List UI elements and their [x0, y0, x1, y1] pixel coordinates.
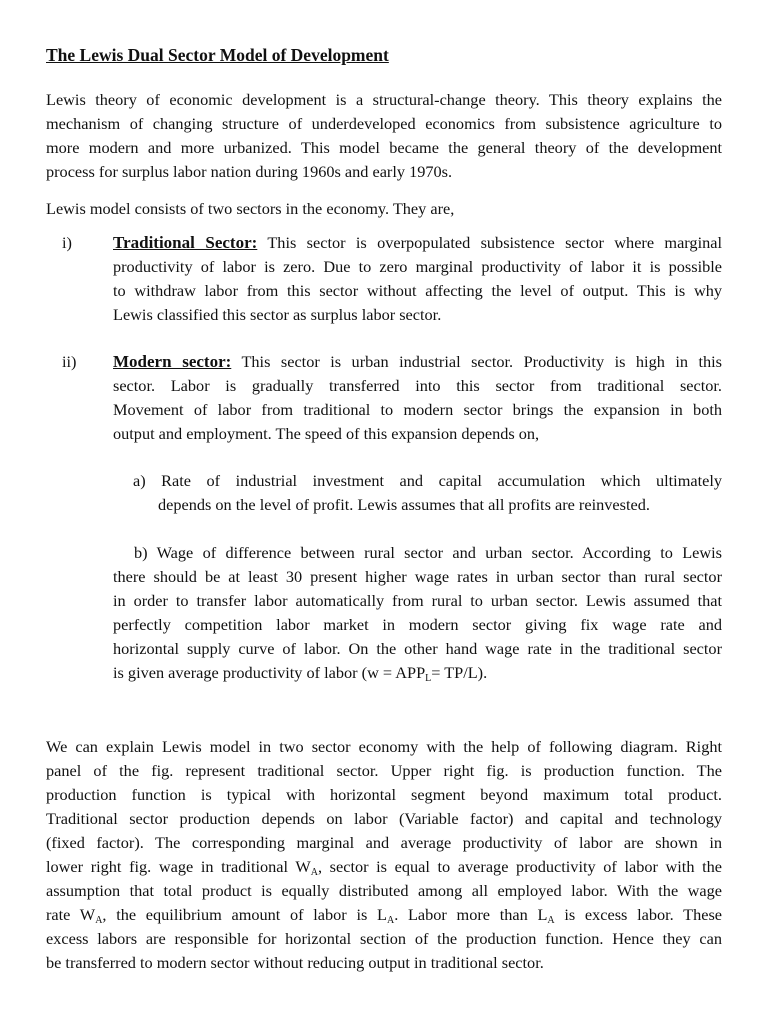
subscript: A	[310, 867, 318, 878]
text-run: (fixed factor). The corresponding marginal and average productivity of labor are shown in	[46, 833, 722, 852]
text-line	[113, 589, 722, 613]
text-run: This sector is urban industrial sector. Productivity is high in this	[231, 352, 722, 371]
text-line	[113, 613, 722, 637]
text-run: sector. Labor is gradually transferred into this sector from traditional sector.	[113, 376, 722, 395]
text-run: , sector is equal to average productivity of labor with the	[317, 857, 722, 876]
text-line	[46, 112, 722, 136]
text-run: mechanism of changing structure of underdeveloped economics from subsistence agriculture to	[46, 114, 722, 133]
text-line	[113, 637, 722, 661]
text-line	[113, 231, 722, 255]
intro-paragraph	[46, 88, 722, 184]
text-run: , the equilibrium amount of labor is L	[102, 905, 387, 924]
subscript: A	[386, 915, 395, 926]
text-run: be transferred to modern sector without reducing output in traditional sector.	[46, 953, 544, 972]
text-run: in order to transfer labor automatically from rural to urban sector. Lewis assumed that	[113, 591, 722, 610]
list-number-i: i)	[62, 233, 72, 252]
text-run: lower right fig. wage in traditional W	[46, 857, 311, 876]
text-line	[46, 88, 722, 112]
text-run: is excess labor. These	[554, 905, 723, 924]
text-line	[158, 493, 722, 517]
text-line	[134, 541, 722, 565]
modern-sector-item	[113, 350, 722, 446]
text-run: b) Wage of difference between rural sector and urban sector. According to Lewis	[134, 543, 722, 562]
text-run: there should be at least 30 present higher wage rates in urban sector than rural sector	[113, 567, 722, 586]
sectors-intro-paragraph	[46, 197, 722, 221]
text-line	[113, 374, 722, 398]
text-line	[46, 735, 722, 759]
text-run: process for surplus labor nation during 1960s and early 1970s.	[46, 162, 453, 181]
text-line	[113, 661, 722, 685]
text-line	[46, 197, 722, 221]
document-title: The Lewis Dual Sector Model of Development	[46, 45, 389, 65]
text-line	[46, 783, 722, 807]
text-run: assumption that total product is equally distributed among all employed labor. With the wage	[46, 881, 722, 900]
text-run: Lewis model consists of two sectors in the economy. They are,	[46, 199, 455, 218]
text-run: panel of the fig. represent traditional sector. Upper right fig. is production function. The	[46, 761, 722, 780]
text-line	[46, 136, 722, 160]
text-line	[46, 951, 722, 975]
text-line	[46, 831, 722, 855]
text-line	[113, 255, 722, 279]
item-heading: Modern sector:	[113, 352, 232, 371]
text-line	[113, 303, 722, 327]
text-run: a) Rate of industrial investment and capital accumulation which ultimately	[133, 471, 722, 490]
subscript: L	[425, 673, 432, 684]
text-run: excess labors are responsible for horizontal section of the production function. Hence they can	[46, 929, 722, 948]
subitem-a-rest	[158, 493, 722, 517]
text-run: Traditional sector production depends on labor (Variable factor) and capital and technology	[46, 809, 722, 828]
text-run: output and employment. The speed of this expansion depends on,	[113, 424, 540, 443]
text-run: perfectly competition labor market in modern sector giving fix wage rate and	[113, 615, 722, 634]
diagram-explanation-paragraph	[46, 735, 722, 975]
text-run: rate W	[46, 905, 96, 924]
text-line	[46, 160, 722, 184]
item-heading: Traditional Sector:	[113, 233, 258, 252]
subscript: A	[547, 915, 555, 926]
text-line	[46, 903, 722, 927]
text-run: = TP/L).	[431, 663, 488, 682]
text-line	[46, 759, 722, 783]
traditional-sector-item	[113, 231, 722, 327]
text-line	[113, 350, 722, 374]
text-run: We can explain Lewis model in two sector economy with the help of following diagram. Right	[46, 737, 722, 756]
text-line	[113, 565, 722, 589]
subitem-a-first-line	[133, 469, 722, 493]
subscript: A	[95, 915, 103, 926]
text-run: . Labor more than L	[394, 905, 548, 924]
text-run: production function is typical with horizontal segment beyond maximum total product.	[46, 785, 722, 804]
text-run: depends on the level of profit. Lewis assumes that all profits are reinvested.	[158, 495, 650, 514]
text-run: This sector is overpopulated subsistence sector where marginal	[257, 233, 722, 252]
text-run: is given average productivity of labor (w = APP	[113, 663, 426, 682]
list-number-ii: ii)	[62, 352, 77, 371]
text-run: more modern and more urbanized. This model became the general theory of the development	[46, 138, 722, 157]
text-line	[113, 398, 722, 422]
subitem-b-first-line	[134, 541, 722, 565]
subitem-b-rest	[113, 565, 722, 685]
text-line	[46, 927, 722, 951]
text-line	[113, 422, 722, 446]
text-line	[46, 807, 722, 831]
text-run: Lewis classified this sector as surplus labor sector.	[113, 305, 442, 324]
text-line	[113, 279, 722, 303]
text-run: productivity of labor is zero. Due to zero marginal productivity of labor it is possible	[113, 257, 722, 276]
text-run: horizontal supply curve of labor. On the other hand wage rate in the traditional sector	[113, 639, 722, 658]
text-run: to withdraw labor from this sector without affecting the level of output. This is why	[113, 281, 722, 300]
text-line	[46, 855, 722, 879]
text-line	[133, 469, 722, 493]
text-line	[46, 879, 722, 903]
text-run: Lewis theory of economic development is a structural-change theory. This theory explains the	[46, 90, 722, 109]
text-run: Movement of labor from traditional to modern sector brings the expansion in both	[113, 400, 722, 419]
